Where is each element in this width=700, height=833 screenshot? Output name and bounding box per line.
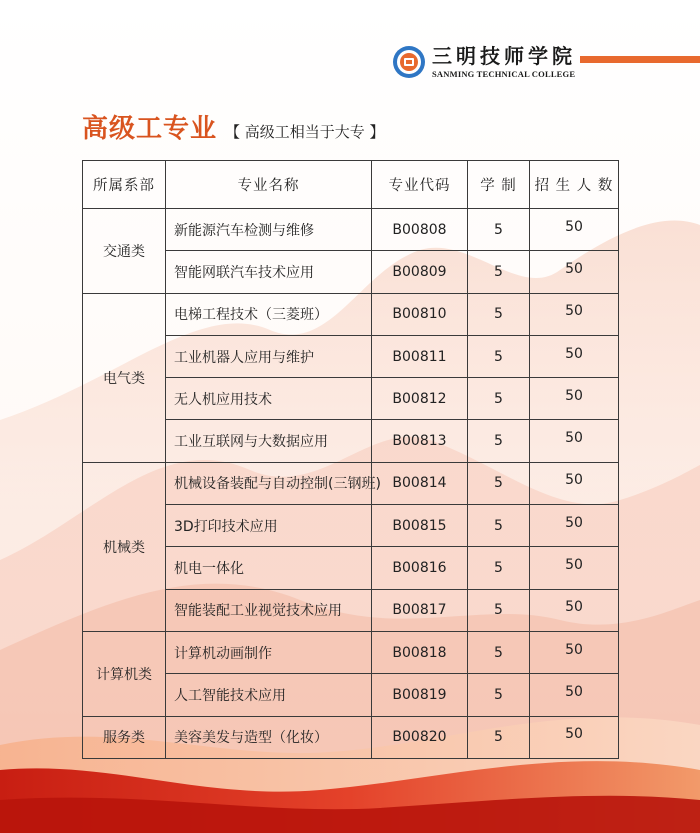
major-code-cell: B00817 xyxy=(372,589,468,631)
enrollment-cell xyxy=(530,209,619,251)
major-code-cell: B00816 xyxy=(372,547,468,589)
major-code-cell: B00811 xyxy=(372,335,468,377)
enrollment-cell xyxy=(530,505,619,547)
major-name-cell: 机电一体化 xyxy=(166,547,372,589)
enrollment-value: 50 xyxy=(565,726,583,743)
enrollment-value: 50 xyxy=(565,599,583,616)
major-code-cell: B00812 xyxy=(372,378,468,420)
major-code-cell: B00808 xyxy=(372,209,468,251)
table-row xyxy=(83,631,619,673)
table-row xyxy=(83,293,619,335)
major-name-cell: 计算机动画制作 xyxy=(166,631,372,673)
enrollment-value: 50 xyxy=(565,345,583,362)
years-cell: 5 xyxy=(468,589,530,631)
major-name-cell: 智能网联汽车技术应用 xyxy=(166,251,372,293)
header-years: 学 制 xyxy=(468,161,530,209)
years-cell: 5 xyxy=(468,251,530,293)
major-name-cell: 智能装配工业视觉技术应用 xyxy=(166,589,372,631)
major-code-cell: B00820 xyxy=(372,716,468,758)
enrollment-value: 50 xyxy=(565,641,583,658)
years-cell: 5 xyxy=(468,547,530,589)
enrollment-value: 50 xyxy=(565,557,583,574)
enrollment-cell xyxy=(530,631,619,673)
department-cell: 机械类 xyxy=(83,462,166,631)
years-cell: 5 xyxy=(468,378,530,420)
enrollment-cell xyxy=(530,378,619,420)
majors-table-container xyxy=(82,160,616,759)
title-row xyxy=(82,108,385,145)
enrollment-value: 50 xyxy=(565,218,583,235)
years-cell: 5 xyxy=(468,716,530,758)
years-cell: 5 xyxy=(468,335,530,377)
enrollment-cell xyxy=(530,251,619,293)
major-name-cell: 工业机器人应用与维护 xyxy=(166,335,372,377)
school-logo xyxy=(392,42,582,82)
school-name-cn: 三明技师学院 xyxy=(432,43,576,68)
enrollment-cell xyxy=(530,589,619,631)
department-cell: 交通类 xyxy=(83,209,166,294)
enrollment-cell xyxy=(530,674,619,716)
years-cell: 5 xyxy=(468,420,530,462)
major-name-cell: 电梯工程技术（三菱班） xyxy=(166,293,372,335)
major-name-cell: 3D打印技术应用 xyxy=(166,505,372,547)
school-emblem-icon xyxy=(392,45,426,79)
major-code-cell: B00810 xyxy=(372,293,468,335)
header-accent-bar xyxy=(580,56,700,63)
header-department: 所属系部 xyxy=(83,161,166,209)
enrollment-cell xyxy=(530,716,619,758)
years-cell: 5 xyxy=(468,505,530,547)
enrollment-cell xyxy=(530,335,619,377)
table-row xyxy=(83,209,619,251)
major-code-cell: B00809 xyxy=(372,251,468,293)
major-code-cell: B00814 xyxy=(372,462,468,504)
major-name-cell: 新能源汽车检测与维修 xyxy=(166,209,372,251)
enrollment-value: 50 xyxy=(565,683,583,700)
department-cell: 服务类 xyxy=(83,716,166,758)
department-cell: 计算机类 xyxy=(83,631,166,716)
enrollment-value: 50 xyxy=(565,430,583,447)
header-enrollment: 招 生 人 数 xyxy=(530,161,619,209)
enrollment-value: 50 xyxy=(565,260,583,277)
enrollment-cell xyxy=(530,462,619,504)
major-code-cell: B00818 xyxy=(372,631,468,673)
major-name-cell: 无人机应用技术 xyxy=(166,378,372,420)
header-major-name: 专业名称 xyxy=(166,161,372,209)
table-row xyxy=(83,716,619,758)
years-cell: 5 xyxy=(468,209,530,251)
major-code-cell: B00815 xyxy=(372,505,468,547)
enrollment-value: 50 xyxy=(565,472,583,489)
table-header-row xyxy=(83,161,619,209)
majors-table xyxy=(82,160,619,759)
years-cell: 5 xyxy=(468,674,530,716)
major-code-cell: B00813 xyxy=(372,420,468,462)
enrollment-cell xyxy=(530,293,619,335)
major-name-cell: 工业互联网与大数据应用 xyxy=(166,420,372,462)
department-cell: 电气类 xyxy=(83,293,166,462)
years-cell: 5 xyxy=(468,293,530,335)
enrollment-value: 50 xyxy=(565,514,583,531)
school-name-en: SANMING TECHNICAL COLLEGE xyxy=(432,68,576,79)
years-cell: 5 xyxy=(468,462,530,504)
page-title: 高级工专业 xyxy=(82,114,218,144)
page-subtitle: 【 高级工相当于大专 】 xyxy=(225,123,385,141)
years-cell: 5 xyxy=(468,631,530,673)
enrollment-value: 50 xyxy=(565,303,583,320)
major-code-cell: B00819 xyxy=(372,674,468,716)
major-name-cell: 人工智能技术应用 xyxy=(166,674,372,716)
enrollment-cell xyxy=(530,547,619,589)
table-row xyxy=(83,462,619,504)
major-name-cell: 机械设备装配与自动控制(三钢班) xyxy=(166,462,372,504)
enrollment-value: 50 xyxy=(565,387,583,404)
major-name-cell: 美容美发与造型（化妆） xyxy=(166,716,372,758)
enrollment-cell xyxy=(530,420,619,462)
header-major-code: 专业代码 xyxy=(372,161,468,209)
